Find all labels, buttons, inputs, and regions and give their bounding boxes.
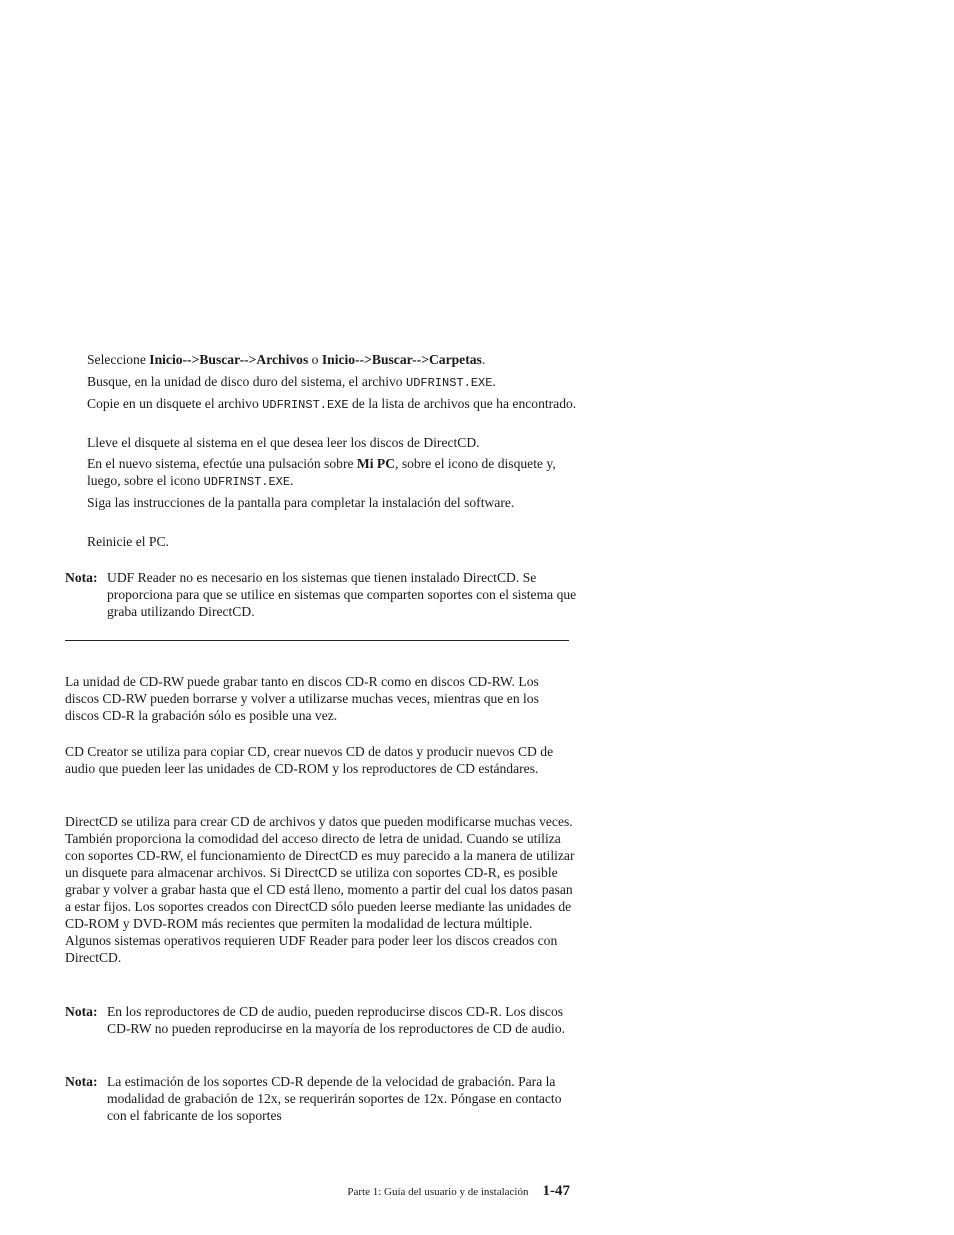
note-label: Nota: [65, 1074, 98, 1089]
menu-path: Inicio-->Buscar-->Carpetas [321, 352, 482, 367]
note-3 [65, 1073, 575, 1125]
footer-text: Parte 1: Guía del usuario y de instalación [347, 1186, 529, 1198]
step-1 [87, 351, 577, 368]
step-text: . [290, 473, 294, 488]
file-name: UDFRINST.EXE [406, 376, 493, 390]
step-2 [87, 373, 577, 392]
step-5 [87, 455, 577, 491]
note-1 [65, 569, 575, 621]
step-4: Lleve el disquete al sistema en el que desea leer los discos de DirectCD. [87, 435, 480, 450]
step-text: de la lista de archivos que ha encontrado. [348, 396, 577, 411]
paragraph-cd-creator: CD Creator se utiliza para copiar CD, crear nuevos CD de datos y producir nuevos CD de audio que pueden leer las unidades de CD-ROM y los reproductores de CD estándares. [65, 744, 554, 776]
file-name: UDFRINST.EXE [203, 475, 291, 489]
step-6: Siga las instrucciones de la pantalla para completar la instalación del software. [87, 495, 515, 510]
ui-label: Mi PC [356, 456, 396, 471]
step-text: . [492, 374, 496, 389]
note-text: En los reproductores de CD de audio, pueden reproducirse discos CD-R. Los discos CD-RW no pueden reproducirse en la mayoría de los reproductores de CD de audio. [107, 1004, 566, 1036]
note-2 [65, 1003, 575, 1055]
step-text: Seleccione [87, 352, 150, 367]
step-7: Reinicie el PC. [87, 534, 169, 549]
step-text: o [308, 352, 322, 367]
step-text: . [481, 352, 486, 367]
page-footer [347, 1182, 570, 1201]
note-label: Nota: [65, 1004, 98, 1019]
note-label: Nota: [65, 570, 98, 585]
step-3 [87, 395, 577, 414]
page-number: 1-47 [542, 1183, 570, 1199]
section-divider [65, 640, 569, 641]
file-name: UDFRINST.EXE [262, 398, 349, 412]
step-text: En el nuevo sistema, efectúe una pulsación sobre [87, 456, 357, 471]
step-text: Copie en un disquete el archivo [87, 396, 263, 411]
step-text: , sobre el icono de disquete y, luego, sobre el icono [87, 456, 556, 488]
step-text: Busque, en la unidad de disco duro del sistema, el archivo [87, 374, 406, 389]
note-text: UDF Reader no es necesario en los sistemas que tienen instalado DirectCD. Se proporciona para que se utilice en sistemas que comparten soportes con el sistema que graba utilizando DirectCD. [107, 570, 577, 619]
paragraph-cd-rw: La unidad de CD-RW puede grabar tanto en discos CD-R como en discos CD-RW. Los discos CD-RW pueden borrarse y volver a utilizarse muchas veces, mientras que en los discos CD-R la grabación sólo es posible una vez. [65, 674, 539, 723]
note-text: La estimación de los soportes CD-R depende de la velocidad de grabación. Para la modalidad de grabación de 12x, se requerirán soportes de 12x. Póngase en contacto con el fabricante de los soportes [107, 1074, 562, 1123]
menu-path: Inicio-->Buscar-->Archivos [149, 352, 309, 367]
paragraph-directcd: DirectCD se utiliza para crear CD de archivos y datos que pueden modificarse muchas veces. También proporciona la comodidad del acceso directo de letra de unidad. Cuando se utiliza con soportes CD-RW, el funcionamiento de DirectCD es muy parecido a la manera de utilizar un disquete para almacenar archivos. Si DirectCD se utiliza con soportes CD-R, es posible grabar y volver a grabar hasta que el CD está lleno, momento a partir del cual los datos pasan a estar fijos. Los soportes creados con DirectCD sólo pueden leerse mediante las unidades de CD-ROM y DVD-ROM más recientes que permiten la modalidad de lectura múltiple. Algunos sistemas operativos requieren UDF Reader para poder leer los discos creados con DirectCD. [65, 814, 575, 965]
